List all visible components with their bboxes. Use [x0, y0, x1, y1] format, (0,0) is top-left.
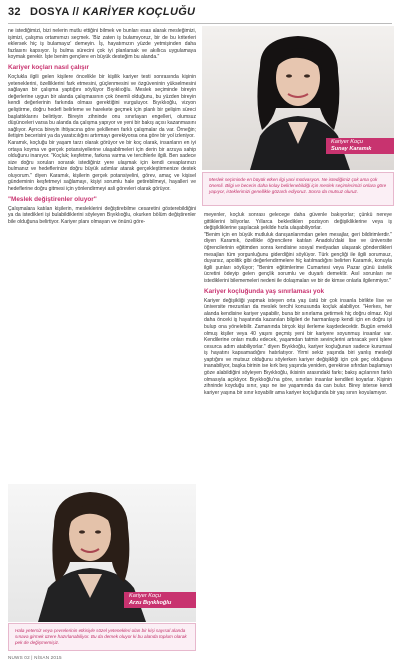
name-tag-role: Kariyer Koçu	[129, 593, 162, 599]
topic-label: KARİYER KOÇLUĞU	[82, 6, 196, 18]
paragraph: "Benim için en büyük mutluluk danışanlarımdan gelen mesajlar, geri bildirimlerdir." diyen Karamık, özellikle öğrencilere katılan Anadolu'daki lise ve üniversite öğrencilerinin eğitimden sonra kendisine sosyal medyadan ulaşarak gönderdikleri mesajları tüm yorgunluğunu giderdiğini söylüyor. Türk gençliği ile ilgili sorumsuz, duyarsız, apolitik gibi değerlendirmelere hiç katılmadığını belirten Karamık, konuyla ilgili şunları söylüyor; "Benim eğitimlerime Cumartesi veya Pazar günü üstelik ücretini ödeyip gelen gençlik sorumlu ve duyarlı demektir. Asıl sorunları ne istediklerini bilememeleri nedeni ile dolaşmaları ve bir de kimse onlarla ilgilenmiyor."	[204, 231, 392, 284]
section-title	[30, 6, 195, 18]
subheading-career-changers: "Meslek değiştirenler oluyor"	[8, 195, 97, 203]
name-tag-name: Arzu Bıyıklıoğlu	[129, 600, 172, 606]
subheading-how-coaches-work: Kariyer koçları nasıl çalışır	[8, 63, 89, 71]
section-label: DOSYA //	[30, 6, 83, 18]
photo-caption-top: Meslek seçiminde en büyük etken ilgi yani motivasyon. Ne istediğimiz çok ama çok önemli. Bilgi ve becerin daha kolay belirlenebildiği için meslek seçimlerimizi onlara göre yapıyor, isteklerimizi genellikle gözardı ediyoruz. Sonra da mutsuz oluruz.	[202, 172, 394, 206]
name-tag-name: Sunay Karamık	[331, 146, 372, 152]
header-rule	[8, 23, 392, 24]
paragraph: Kariyer değişikliği yapmak isteyen orta yaş üstü bir çok insanla birlikte lise ve üniversite mezunları da meslek tercihi konusunda koçluk alabiliyor. "Herkes, her alanda kendisine kariyer yapabilir, buna bir sınırlama getirmek hiç doğru olmaz. Kişi daha önceki iş hayatında kazanılan bilgileri de harmanlayıp kendi için en doğru işi bulup ona yönelebilir. Zamanında birçok kişi ilerleme kaydedecektir. Bugün emekli olmuş kişiler veya 40 yaşını geçmiş yeni bir kariyere soyunmuş insanlar var. Kendilerine onları mutlu edecek, yaşamdan tatmin sevinçlerini artıracak yeni işlere cesurca adım atabiliyorlar." diyen Bıyıklıoğlu, kariyer koçluğunun sadece kurumsal iş hayatını kapsamadığını hatırlatıyor. Yirmi sekiz yaşında biri yanlış mesleği yaptığını ve mutsuz olduğunu söylerken kariyer değişikliği için çok geç olduğuna inanabiliyor, başka birinin ise kırk beş yaşında yeniden, gerekirse sıfırdan başlamayı göze alabildiğini söyleyen Bıyıklıoğlu, ikisinin arasındaki farkı; bakış açılarının farklı olmasıyla açıklıyor. Bıyıklıoğlu'na göre, sınırları insanlar kendileri koyarlar. Kişinin zihninde koyduğu sınır, yaşı ne ise yaşamında da can bulur. Birey isterse kendi kariyer yaşına bir sınır koyabilir ama kariyer koçluğunda bir yaş sınırı koyulamıyor.	[204, 297, 392, 396]
paragraph: meyenler, koçluk sonrası gelecege daha güvenle bakıyorlar; çünkü nereye gittiklerini biliyorlar. Yıllarca beklediklerı pozisyon değişikliklerine veya iş değişikliklerine şaşılacak şekilde hızla ulaşabiliyorlar.	[204, 212, 392, 232]
name-tag-role: Kariyer Koçu	[331, 139, 364, 145]
name-tag-karamik	[326, 138, 394, 154]
paragraph: ne istediğimizi, bizi nelerin mutlu ettiğini bilmek ve bunları esas alarak mesleğimizi, işimizi, çalışma ortamımızı seçmek. 'Biz zaten iş bulamıyoruz, bir de bu kriterleri eklersek hiç iş bulamayız' demeyin. İş, hayatımızın yüzde yetmişinden daha fazlasını kapsıyor. İş bulma sürecini çok iyi planlarsak ve akıllıca uygulamaya koymak gerekir. İşte benim gençlere en büyük desteğim bu alanda."	[8, 28, 196, 61]
page-header	[8, 6, 392, 22]
left-column-top	[8, 28, 196, 225]
paragraph: Çalışmalara katılan kişilerin, mesleklerini değiştirebilme cesaretini gösterebildiğini ya da istedikleri işi bulabildiklerini söyleyen Bıyıklıoğlu, okurken bölüm değiştirenler bile olduğuna belirtiyor. Kariyer planı olmayan ve önünü göre-	[8, 205, 196, 225]
page-number: 32	[8, 6, 21, 18]
paragraph: Karamık, koçluğu bir yaşam tarzı olarak görüyor ve bir koç olarak, insanların en iyi ortaya koyma ve gerçek potansiyellerine ulaşabilmeleri için derin bir arzuya sahip olduğunu inanıyor. "Koçluk; keşfetme, farkına varma ve tercihlerle ilgili. Ben sadece size doğru soruları sorarak istediğiniz yere ulaşmak için kendi cevaplarınızı bulmanız ve hedeflerinize doğru büyük adımlar atarak gerçekleştirmenize destek oluyorum." diyen Karamık, kişilerin gerçek potansiyelini, görev, amaç ve kişisel gündeminin keşfetmeyi sağlamayı, kişiyi sorumlu hale getirebilmeyi, hayalleri ve hedeflerine doğru gitmesi için yönlendirmeyi asli görevleri olarak görüyor.	[8, 139, 196, 193]
name-tag-biyiklioglu	[124, 592, 196, 608]
portrait-photo-biyiklioglu	[8, 484, 196, 622]
photo-caption-bottom: Hala yetersiz veya çevrelerinin etkisiyle sözel yetenekleri olan bir kişi sayısal alanda sınava girmek üzere hazırlanabiliyor. Bu da demek oluyor ki bu alanda toplum olarak pek de değişmemişiz.	[8, 623, 196, 651]
portrait-photo-karamik	[202, 26, 394, 170]
subheading-no-age-limit: Kariyer koçluğunda yaş sınırlaması yok	[204, 287, 325, 295]
right-column	[204, 212, 392, 396]
paragraph: Koçlukla ilgili gelen kişilere öncelikle bir kişilik kariyer testi sonrasında kişinin yeteneklerini, özelliklerini fark etmesini, güçlenmesini ve özgüveninin yükselmesini sağlayan bir çalışma yaptığını söylüyor Bıyıklıoğlu. Meslek seçiminde bireyin değerlerine uygun bir alanda çalışmasının çok önemli olduğunu, bu yüzden bireyin kendi değerlerinin farkında olması gerektiğini vurguluyor. Bıyıklıoğlu, vizyon geliştirme, doğru hedefi belirleme ve harekete geçmek için planlı bir gelişim süreci başlattıklarını belirtiyor. Bireyin zihninde onu sınırlayan engelleri, olumsuz düşünceleri varsa bu alanda da çalışma yapıyor ve yeni bir bakış açısı kazanmasını sağlıyor. Ayrıca bireyin ihtiyacına göre şekillenen farklı çalışmalar da var. Örneğin; iletişim becerisini ya da yaratıcılığını artırmayı gerekiyorsa ona göre bir yol izleniyor.	[8, 73, 196, 140]
page-footer: NUWS 02 | NİSAN 2015	[8, 655, 62, 660]
